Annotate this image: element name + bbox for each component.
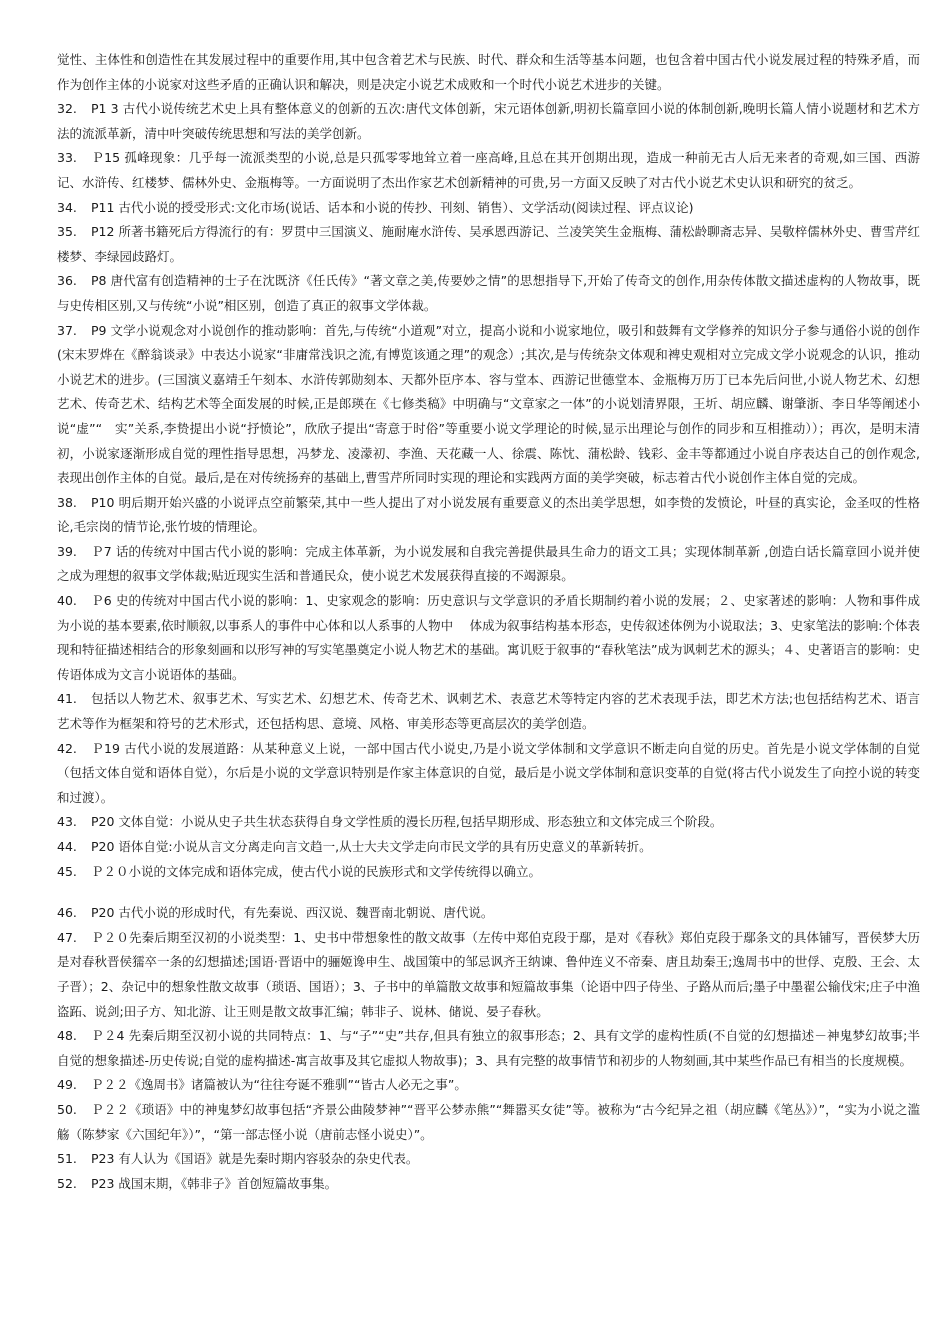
list-item-38 (57, 491, 920, 540)
list-item-45 (57, 860, 920, 885)
item-number: 49. (57, 1077, 77, 1093)
intro-paragraph: 觉性、主体性和创造性在其发展过程中的重要作用,其中包含着艺术与民族、时代、群众和生活等基本问题，也包含着中国古代小说发展过程的特殊矛盾，而作为创作主体的小说家对这些矛盾的正确认识和解决，则是决定小说艺术成败和一个时代小说艺术进步的关键。 (57, 52, 920, 92)
list-item-50 (57, 1098, 920, 1147)
item-number: 43. (57, 814, 77, 830)
item-text: P20 文体自觉：小说从史子共生状态获得自身文学性质的漫长历程,包括早期形成、形态独立和文体完成三个阶段。 (91, 814, 723, 830)
item-text: P8 唐代富有创造精神的士子在沈既济《任氏传》“著文章之美,传要妙之情”的思想指导下,开始了传奇文的创作,用杂传体散文描述虚构的人物故事，既与史传相区别,又与传统“小说”相区别，创造了真正的叙事文学体裁。 (57, 273, 920, 313)
item-text: Ｐ19 古代小说的发展道路：从某种意义上说，一部中国古代小说史,乃是小说文学体制和文学意识不断走向自觉的历史。首先是小说文学体制的自觉（包括文体自觉和语体自觉），尔后是小说的文学意识特别是作家主体意识的自觉，最后是小说文学体制和意识变革的自觉(将古代小说发生了向控小说的转变和过渡）。 (57, 740, 920, 805)
item-text: Ｐ２２《逸周书》诸篇被认为“往往夸诞不雅驯”“皆古人必无之事”。 (91, 1077, 467, 1093)
item-text: Ｐ7 话的传统对中国古代小说的影响：完成主体革新，为小说发展和自我完善提供最具生命力的语文工具；实现体制革新 ,创造白话长篇章回小说并使之成为理想的叙事文学体裁;贴近现实生活和普通民众，使小说艺术发展获得直接的不竭源泉。 (57, 543, 920, 584)
list-item-37 (57, 319, 920, 491)
list-item-36 (57, 269, 920, 318)
list-item-44 (57, 835, 920, 860)
item-number: 37. (57, 322, 77, 338)
list-item-46 (57, 901, 920, 926)
item-text: P9 文学小说观念对小说创作的推动影响：首先,与传统“小道观”对立，提高小说和小说家地位，吸引和鼓舞有文学修养的知识分子参与通俗小说的创作(宋末罗烨在《醉翁谈录》中表达小说家“非庸常浅识之流,有博览该通之理”的观念）;其次,是与传统杂文体观和裨史观相对立完成文学小说观念的认识，推动小说艺术的进步。(三国演义嘉靖壬午刻本、水浒传郭勋刻本、天都外臣序本、容与堂本、西游记世德堂本、金瓶梅万历丁已本先后问世,小说人物艺术、幻想艺术、传奇艺术、结构艺术等全面发展的时候,正是郎瑛在《七修类稿》中明确与“文章家之一体”的小说划清界限，王圻、胡应麟、谢肇浙、李日华等阐述小说“虚”“ 实”关系,李贽提出小说“抒愤论”，欣欣子提出“寄意于时俗”等重要小说文学理论的时候,显示出理论与创作的同步和互相推动））；再次，是明末清初，小说家逐渐形成自觉的理性指导思想，冯梦龙、凌濛初、李渔、天花藏一人、徐震、陈忱、蒲松龄、钱彩、金丰等都通过小说自序表达自己的创作观念,表现出创作主体的自觉。最后,是在对传统扬弃的基础上,曹雪芹所同时实现的理论和实践两方面的美学突破，标志着古代小说创作主体自觉的完成。 (57, 322, 920, 486)
item-text: Ｐ15 孤峰现象：几乎每一流派类型的小说,总是只孤零零地耸立着一座高峰,且总在其开创期出现，造成一种前无古人后无来者的奇观,如三国、西游记、水浒传、红楼梦、儒林外史、金瓶梅等。一方面说明了杰出作家艺术创新精神的可贵,另一方面又反映了对古代小说艺术史认识和研究的贫乏。 (57, 150, 920, 190)
item-text: P10 明后期开始兴盛的小说评点空前繁荣,其中一些人提出了对小说发展有重要意义的杰出美学思想，如李贽的发愤论，叶昼的真实论，金圣叹的性格论,毛宗岗的情节论,张竹坡的情理论。 (57, 494, 920, 535)
paragraph-gap (57, 884, 920, 901)
item-text: Ｐ２０先秦后期至汉初的小说类型：1、史书中带想象性的散文故事（左传中郑伯克段于鄢，是对《春秋》郑伯克段于鄢条文的具体铺写，晋侯梦大历是对春秋晋侯獳卒一条的幻想描述;国语·晋语中的骊姬谗申生、战国策中的邹忌讽齐王纳谏、鲁仲连义不帝秦、唐且劫秦王;逸周书中的世俘、克殷、王会、太子晋）；2、杂记中的想象性散文故事（琐语、国语）；3、子书中的单篇散文故事和短篇故事集（论语中四子侍坐、子路从而后;墨子中墨翟公输伐宋;庄子中渔盗跖、说剑;田子方、知北游、让王则是散文故事汇编；韩非子、说林、储说、晏子春秋。 (57, 929, 920, 1019)
item-text: P20 语体自觉:小说从言文分离走向言文趋一,从士大夫文学走向市民文学的具有历史意义的革新转折。 (91, 839, 652, 854)
item-text: 包括以人物艺术、叙事艺术、写实艺术、幻想艺术、传奇艺术、讽刺艺术、表意艺术等特定内容的艺术表现手法，即艺术方法;也包括结构艺术、语言艺术等作为框架和符号的艺术形式，还包括构思、意境、风格、审美形态等更高层次的美学创造。 (57, 691, 920, 732)
list-item-49 (57, 1073, 920, 1098)
item-text: P23 战国末期，《韩非子》首创短篇故事集。 (91, 1175, 338, 1191)
item-number: 47. (57, 929, 77, 945)
item-number: 38. (57, 494, 77, 510)
item-number: 44. (57, 839, 77, 854)
item-text: P12 所著书籍死后方得流行的有：罗贯中三国演义、施耐庵水浒传、吴承恩西游记、兰凌笑笑生金瓶梅、蒲松龄聊斋志异、吴敬梓儒林外史、曹雪芹红楼梦、李绿园歧路灯。 (57, 224, 920, 264)
item-number: 40. (57, 593, 77, 609)
item-number: 41. (57, 691, 77, 707)
item-text: Ｐ２4 先秦后期至汉初小说的共同特点：1、与“子”“史”共存,但具有独立的叙事形态；2、具有文学的虚构性质(不自觉的幻想描述－神鬼梦幻故事;半自觉的想象描述-历史传说;自觉的虚构描述-寓言故事及其它虚拟人物故事)；3、具有完整的故事情节和初步的人物刻画,其中某些作品已有相当的长度规模。 (57, 1028, 920, 1068)
item-number: 45. (57, 863, 77, 879)
item-text: P1 3 古代小说传统艺术史上具有整体意义的创新的五次:唐代文体创新，宋元语体创新,明初长篇章回小说的体制创新,晚明长篇人情小说题材和艺术方法的流派革新，清中叶突破传统思想和写法的美学创新。 (57, 101, 920, 141)
item-number: 52. (57, 1175, 77, 1191)
list-item-48 (57, 1024, 920, 1073)
item-number: 34. (57, 199, 77, 215)
list-item-41 (57, 687, 920, 736)
list-item-34 (57, 196, 920, 221)
item-text: Ｐ２２《琐语》中的神鬼梦幻故事包括“齐景公曲陵梦神”“晋平公梦赤熊”“舞嚣买女徒”等。被称为“古今纪异之祖（胡应麟《笔丛》）”，“实为小说之滥觞（陈梦家《六国纪年》）”，“第一部志怪小说（唐前志怪小说史）”。 (57, 1101, 920, 1142)
item-text: Ｐ6 史的传统对中国古代小说的影响：1、史家观念的影响：历史意识与文学意识的矛盾长期制约着小说的发展；２、史家著述的影响：人物和事件成为小说的基本要素,依时顺叙,以事系人的事件中心体和以人系事的人物中 体成为叙事结构基本形态，史传叙述体例为小说取法；3、史家笔法的影响:个体表现和特征描述相结合的形象刻画和以形写神的写实笔墨奠定小说人物艺术的基础。寓讥贬于叙事的“春秋笔法”成为讽刺艺术的源头；４、史著语言的影响：史传语体成为文言小说语体的基础。 (57, 593, 920, 682)
list-item-40 (57, 589, 920, 687)
item-text: P23 有人认为《国语》就是先秦时期内容驳杂的杂史代表。 (91, 1151, 419, 1167)
list-item-52 (57, 1172, 920, 1197)
item-number: 46. (57, 905, 77, 921)
item-text: P11 古代小说的授受形式:文化市场(说话、话本和小说的传抄、刊刻、销售）、文学活动(阅读过程、评点议论) (91, 199, 694, 215)
item-number: 50. (57, 1101, 77, 1117)
item-number: 48. (57, 1028, 77, 1044)
item-number: 33. (57, 150, 77, 166)
list-item-43 (57, 810, 920, 835)
list-item-42 (57, 737, 920, 811)
item-number: 51. (57, 1151, 77, 1167)
list-item-51 (57, 1147, 920, 1172)
item-number: 42. (57, 740, 77, 756)
item-number: 35. (57, 224, 77, 240)
list-item-32 (57, 97, 920, 146)
list-item-33 (57, 146, 920, 195)
item-number: 36. (57, 273, 77, 289)
list-item-39 (57, 540, 920, 589)
item-number: 39. (57, 543, 77, 559)
item-text: P20 古代小说的形成时代，有先秦说、西汉说、魏晋南北朝说、唐代说。 (91, 905, 494, 921)
list-item-35 (57, 220, 920, 269)
list-item-47 (57, 926, 920, 1024)
item-number: 32. (57, 101, 77, 117)
item-text: Ｐ２０小说的文体完成和语体完成，使古代小说的民族形式和文学传统得以确立。 (91, 863, 542, 879)
